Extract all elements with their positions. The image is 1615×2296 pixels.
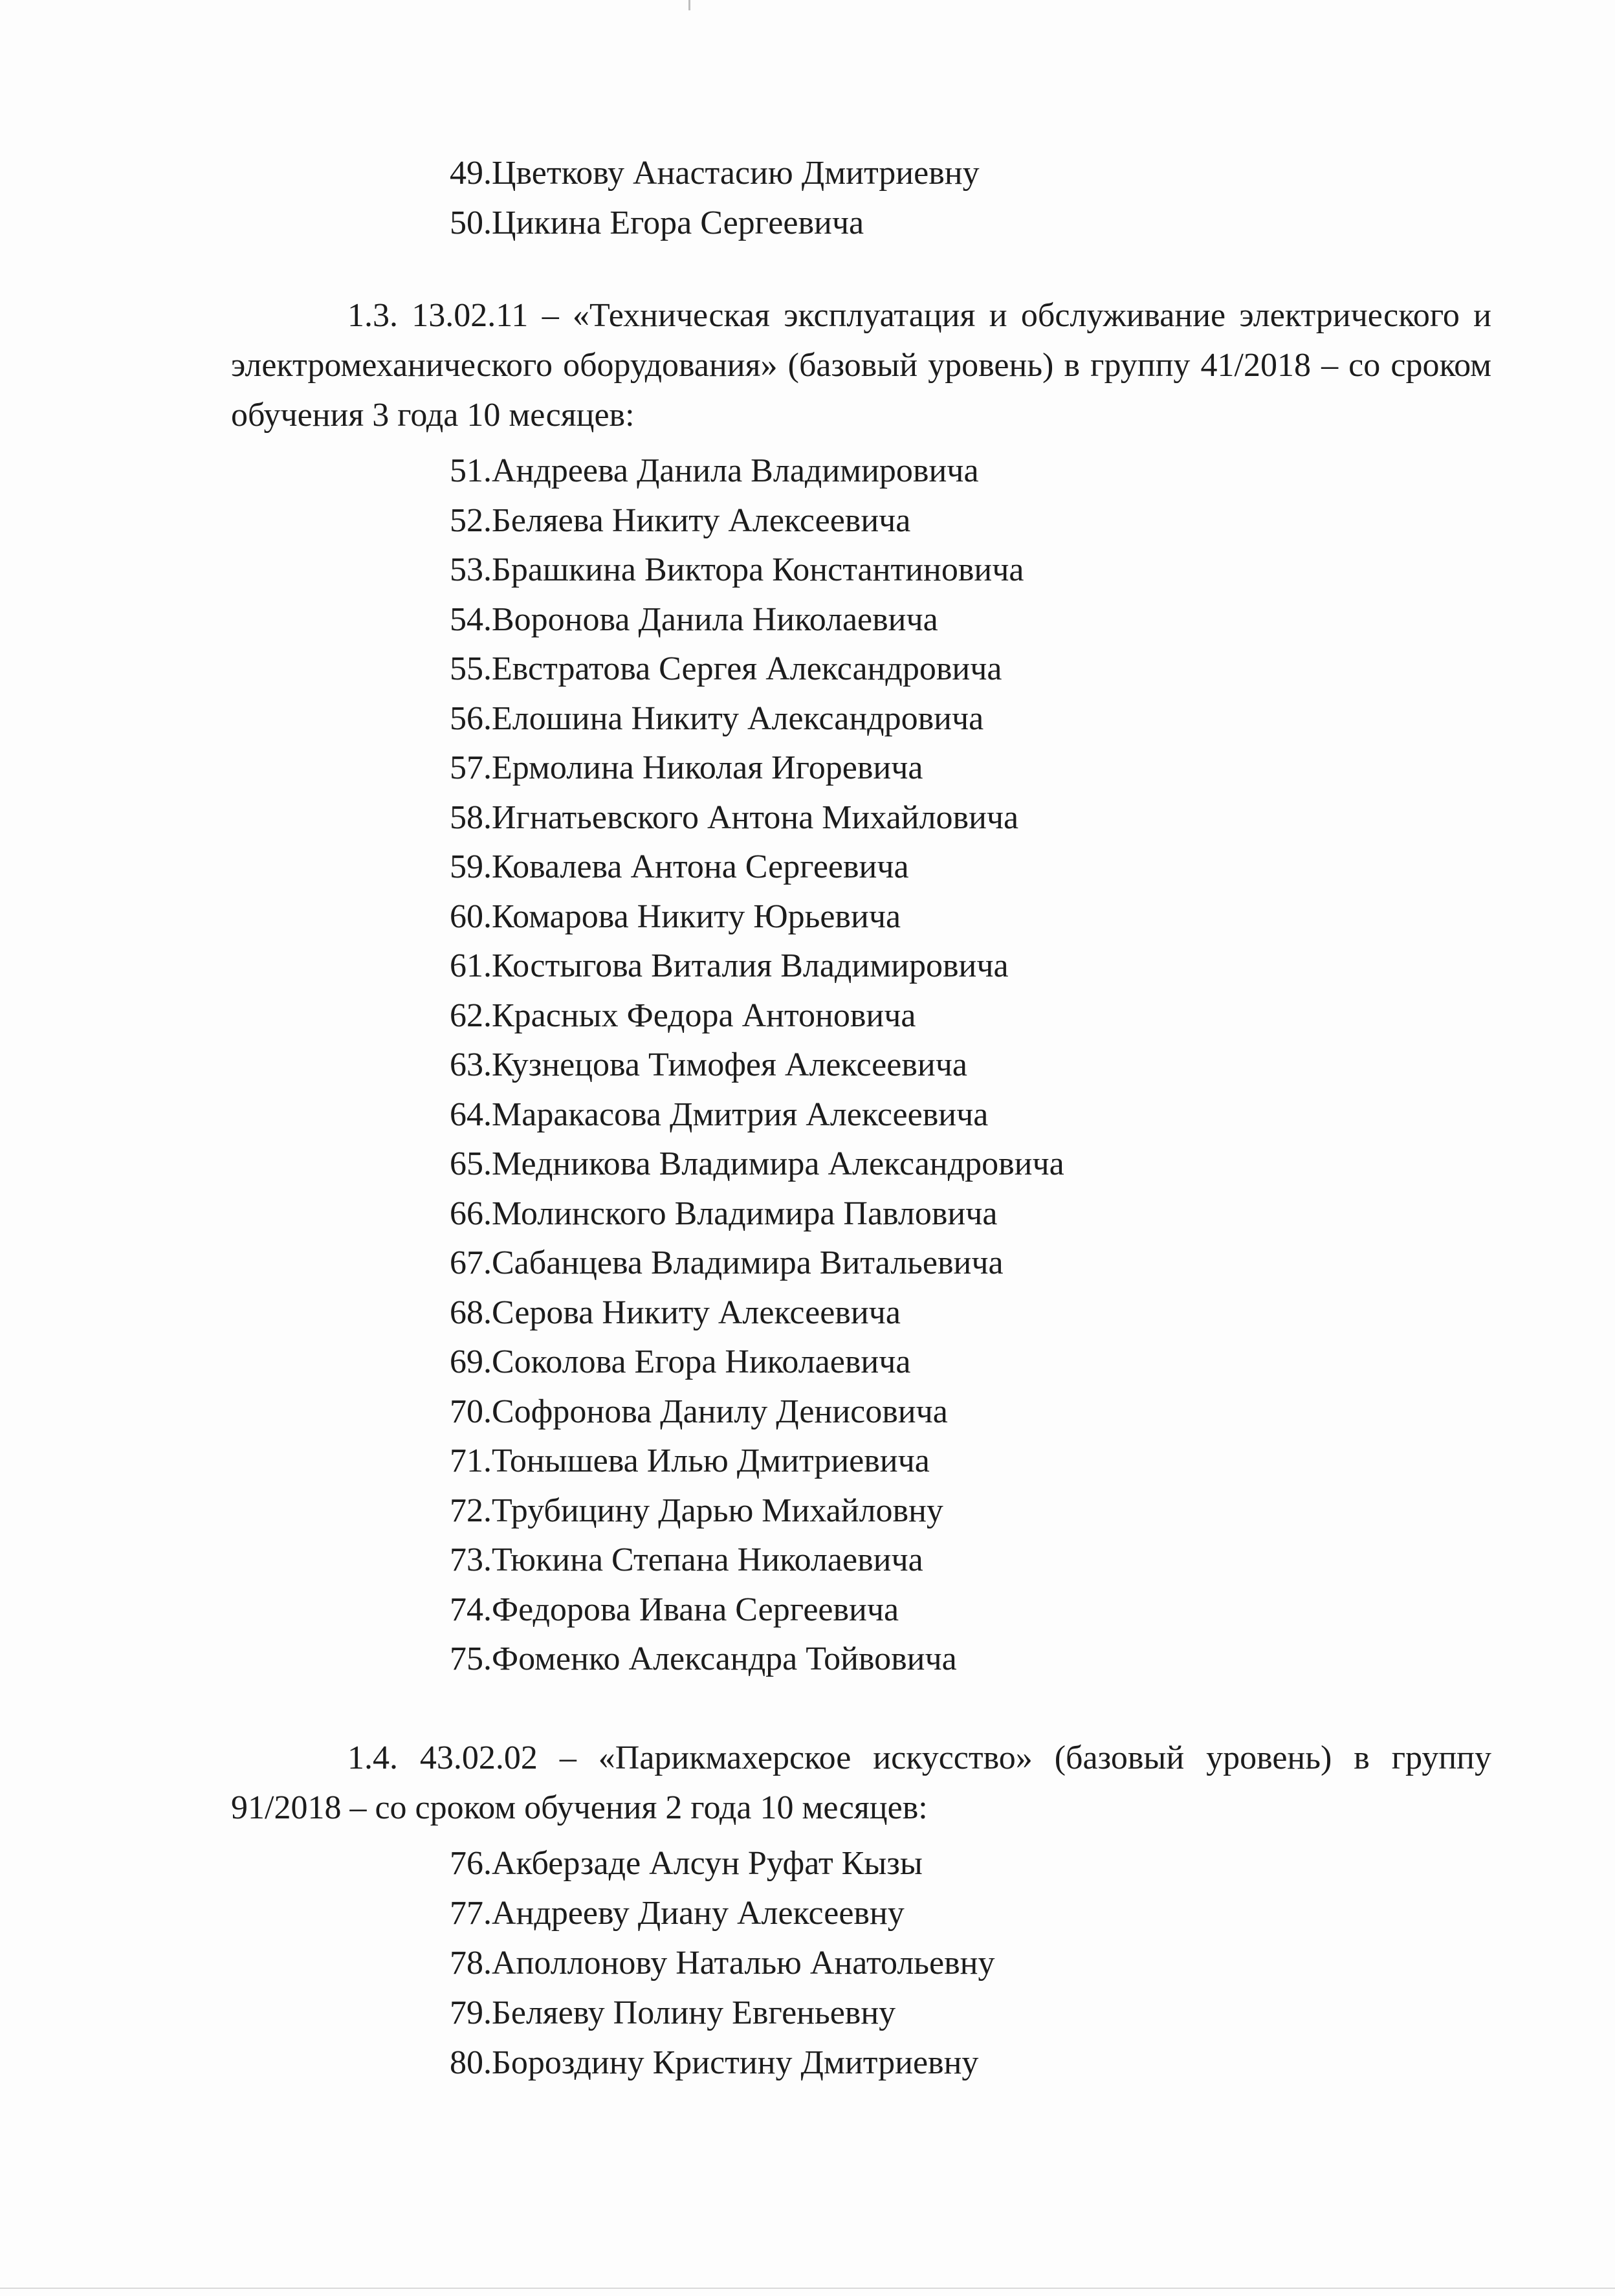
list-item-name: Акберзаде Алсун Руфат Кызы [492, 1845, 923, 1882]
list-item-name: Беляева Никиту Алексеевича [492, 502, 911, 539]
list-item-number: 67. [450, 1244, 492, 1281]
list-item-name: Тюкина Степана Николаевича [492, 1541, 923, 1578]
scan-mark-top [688, 0, 690, 10]
list-item-number: 51. [450, 452, 492, 489]
list-item-name: Медникова Владимира Александровича [492, 1145, 1064, 1182]
list-item-number: 74. [450, 1591, 492, 1628]
list-item-name: Бороздину Кристину Дмитриевну [492, 2044, 979, 2081]
list-item-name: Федорова Ивана Сергеевича [492, 1591, 899, 1628]
section-1-4-paragraph: 1.4. 43.02.02 – «Парикмахерское искусство» (базовый уровень) в группу 91/2018 – со сроком обучения 2 года 10 месяцев: [231, 1739, 1491, 1826]
list-item-number: 72. [450, 1492, 492, 1529]
list-item-number: 78. [450, 1945, 492, 1981]
list-item-number: 61. [450, 947, 492, 984]
list-item-name: Тонышева Илью Дмитриевича [492, 1442, 930, 1479]
list-item-name: Воронова Данила Николаевича [492, 601, 938, 638]
list-item-name: Андрееву Диану Алексеевну [492, 1895, 905, 1932]
list-item-number: 64. [450, 1096, 492, 1133]
scan-edge-bottom [0, 2288, 1615, 2289]
list-item-number: 55. [450, 650, 492, 687]
list-item-name: Цикина Егора Сергеевича [492, 204, 864, 241]
list-item-number: 62. [450, 997, 492, 1034]
list-item-name: Елошина Никиту Александровича [492, 700, 984, 737]
list-item-number: 52. [450, 502, 492, 539]
list-item-name: Красных Федора Антоновича [492, 997, 916, 1034]
list-item-number: 53. [450, 551, 492, 588]
list-item-number: 59. [450, 848, 492, 885]
list-item-number: 75. [450, 1640, 492, 1677]
list-item-number: 49. [450, 155, 492, 192]
list-item-number: 50. [450, 204, 492, 241]
list-item-number: 63. [450, 1046, 492, 1083]
list-item-name: Фоменко Александра Тойвовича [492, 1640, 957, 1677]
list-item-name: Евстратова Сергея Александровича [492, 650, 1002, 687]
list-item-name: Кузнецова Тимофея Алексеевича [492, 1046, 967, 1083]
list-item-number: 56. [450, 700, 492, 737]
list-item-name: Брашкина Виктора Константиновича [492, 551, 1024, 588]
list-item-number: 58. [450, 799, 492, 836]
list-item-name: Комарова Никиту Юрьевича [492, 898, 901, 935]
list-item-number: 69. [450, 1343, 492, 1380]
list-item-number: 70. [450, 1393, 492, 1430]
list-item-name: Цветкову Анастасию Дмитриевну [492, 155, 980, 192]
list-item-name: Костыгова Виталия Владимировича [492, 947, 1009, 984]
list-item-number: 57. [450, 749, 492, 786]
list-item-number: 54. [450, 601, 492, 638]
list-item-number: 79. [450, 1994, 492, 2031]
list-item-name: Аполлонову Наталью Анатольевну [492, 1945, 995, 1981]
list-item-number: 80. [450, 2044, 492, 2081]
list-item-number: 73. [450, 1541, 492, 1578]
list-item-name: Молинского Владимира Павловича [492, 1195, 998, 1232]
list-item-number: 65. [450, 1145, 492, 1182]
list-item-name: Ковалева Антона Сергеевича [492, 848, 909, 885]
section-1-3-paragraph: 1.3. 13.02.11 – «Техническая эксплуатация и обслуживание электрического и электромеханического оборудования» (базовый уровень) в группу 41/2018 – со сроком обучения 3 года 10 месяцев: [231, 297, 1491, 434]
list-item-number: 77. [450, 1895, 492, 1932]
list-item-name: Трубицину Дарью Михайловну [492, 1492, 943, 1529]
list-item-name: Андреева Данила Владимировича [492, 452, 979, 489]
list-item-name: Ермолина Николая Игоревича [492, 749, 923, 786]
list-item-number: 66. [450, 1195, 492, 1232]
list-item-name: Игнатьевского Антона Михайловича [492, 799, 1019, 836]
list-item-name: Серова Никиту Алексеевича [492, 1294, 901, 1331]
list-item-number: 76. [450, 1845, 492, 1882]
list-item-number: 71. [450, 1442, 492, 1479]
list-item-name: Соколова Егора Николаевича [492, 1343, 911, 1380]
list-item-name: Сабанцева Владимира Витальевича [492, 1244, 1004, 1281]
list-item-name: Беляеву Полину Евгеньевну [492, 1994, 896, 2031]
list-item-name: Маракасова Дмитрия Алексеевича [492, 1096, 989, 1133]
list-item-number: 60. [450, 898, 492, 935]
list-item-number: 68. [450, 1294, 492, 1331]
list-item-name: Софронова Данилу Денисовича [492, 1393, 948, 1430]
